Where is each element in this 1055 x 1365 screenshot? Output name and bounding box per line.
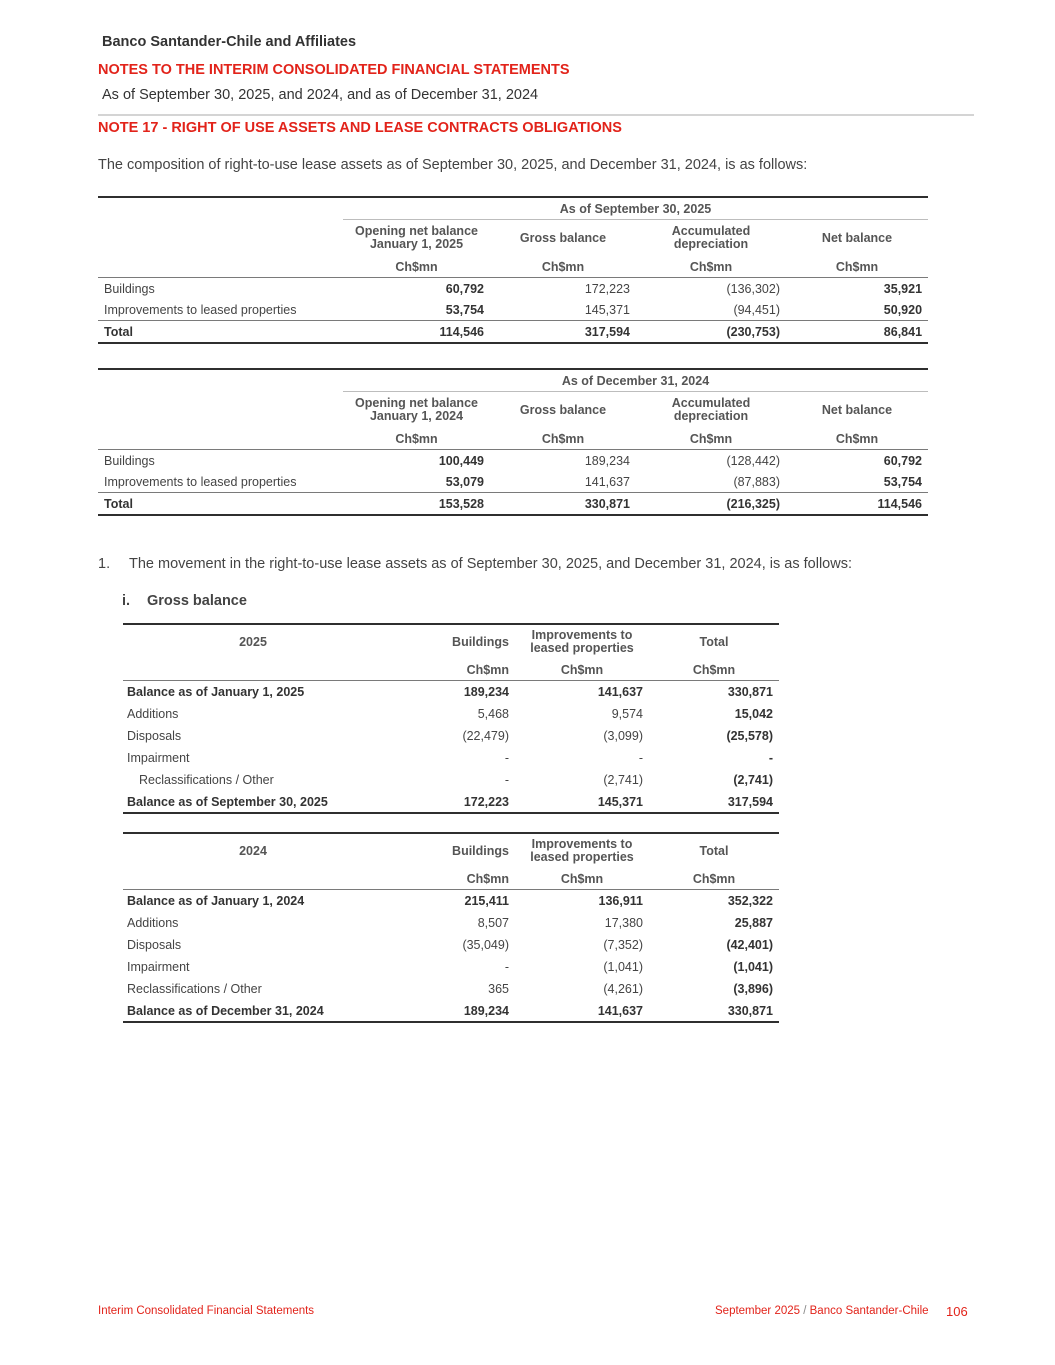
cell-gross: 330,871	[490, 493, 636, 516]
cell-total: 317,594	[649, 791, 779, 813]
blank-header	[123, 659, 383, 681]
col-accum-line2: depreciation	[673, 237, 749, 251]
cell-gross: 189,234	[584, 453, 630, 468]
cell-net: 86,841	[786, 321, 928, 344]
cell-gross: 141,637	[490, 471, 636, 493]
year-header: 2024	[123, 833, 383, 868]
as-of-date: As of September 30, 2025, and 2024, and as of December 31, 2024	[102, 87, 539, 103]
cell-opening: 60,792	[445, 281, 484, 296]
unit-label: Ch$mn	[515, 659, 649, 681]
cell-accum: (230,753)	[636, 321, 786, 344]
row-label: Improvements to leased properties	[98, 299, 343, 321]
col-accum-line2: depreciation	[673, 409, 749, 423]
row-label: Reclassifications / Other	[139, 773, 274, 787]
table-row	[123, 703, 779, 725]
col-improvements-header	[515, 624, 649, 659]
unit-label: Ch$mn	[636, 428, 786, 450]
cell-total: (25,578)	[726, 729, 773, 743]
unit-label: Ch$mn	[383, 868, 515, 890]
cell-buildings: 189,234	[463, 685, 509, 699]
blank-header	[98, 197, 343, 220]
sub-number: i.	[122, 593, 131, 609]
col-buildings-header: Buildings	[383, 624, 515, 659]
footer-org: Banco Santander-Chile	[809, 1305, 929, 1317]
year-header: 2025	[123, 624, 383, 659]
col-accum-line1: Accumulated	[671, 396, 751, 410]
row-label: Impairment	[127, 960, 190, 974]
movement-table-2024	[123, 832, 779, 1023]
cell-buildings: 189,234	[383, 1000, 515, 1022]
cell-buildings: (22,479)	[462, 729, 509, 743]
cell-improvements: 141,637	[597, 685, 643, 699]
cell-accum: (136,302)	[726, 281, 780, 296]
cell-buildings: -	[504, 773, 509, 787]
row-label: Additions	[127, 916, 179, 930]
blank-header	[98, 428, 343, 450]
cell-net: 53,754	[786, 471, 928, 493]
composition-table-dec-2024	[98, 368, 928, 516]
cell-net: 50,920	[786, 299, 928, 321]
cell-buildings: 365	[488, 982, 509, 996]
cell-improvements: (7,352)	[603, 938, 643, 952]
cell-buildings: 8,507	[477, 916, 509, 930]
col-opening-line2: January 1, 2024	[369, 409, 464, 423]
row-label: Balance as of January 1, 2024	[127, 894, 305, 908]
col-accum-header	[636, 220, 786, 257]
closing-balance-row	[123, 791, 779, 813]
list-number: 1.	[98, 556, 111, 572]
note-title: NOTE 17 - RIGHT OF USE ASSETS AND LEASE CONTRACTS OBLIGATIONS	[98, 120, 622, 136]
unit-label: Ch$mn	[786, 256, 928, 278]
cell-total: 15,042	[734, 707, 773, 721]
header-divider	[98, 114, 974, 116]
cell-total: 330,871	[727, 685, 773, 699]
cell-improvements: -	[638, 751, 643, 765]
unit-label: Ch$mn	[343, 256, 490, 278]
group-header: As of September 30, 2025	[343, 197, 928, 220]
cell-gross: 172,223	[584, 281, 630, 296]
col-improvements-line1: Improvements to	[531, 628, 633, 642]
row-label: Balance as of September 30, 2025	[123, 791, 383, 813]
table-row	[98, 450, 928, 472]
cell-total: 25,887	[734, 916, 773, 930]
table-row	[123, 978, 779, 1000]
col-opening-line1: Opening net balance	[355, 224, 478, 238]
col-improvements-header	[515, 833, 649, 868]
cell-opening: 100,449	[438, 453, 484, 468]
col-improvements-line1: Improvements to	[531, 837, 633, 851]
table-row	[123, 912, 779, 934]
unit-label: Ch$mn	[515, 868, 649, 890]
cell-buildings: 172,223	[383, 791, 515, 813]
cell-accum: (128,442)	[726, 453, 780, 468]
unit-label: Ch$mn	[649, 659, 779, 681]
cell-total: 330,871	[649, 1000, 779, 1022]
footer-document-title: Interim Consolidated Financial Statements	[98, 1305, 315, 1317]
row-label: Total	[98, 321, 343, 344]
total-row	[98, 321, 928, 344]
cell-opening: 153,528	[343, 493, 490, 516]
col-opening-header	[343, 220, 490, 257]
blank-header	[123, 868, 383, 890]
row-label: Improvements to leased properties	[98, 471, 343, 493]
unit-label: Ch$mn	[383, 659, 515, 681]
footer-date: September 2025	[715, 1305, 801, 1317]
table-row	[123, 725, 779, 747]
cell-gross: 145,371	[490, 299, 636, 321]
unit-label: Ch$mn	[649, 868, 779, 890]
table-row	[123, 956, 779, 978]
blank-header	[98, 392, 343, 429]
footer-source	[715, 1305, 929, 1317]
intro-paragraph: The composition of right-to-use lease assets as of September 30, 2025, and December 31, 2024, is as follows:	[98, 157, 808, 173]
row-label: Reclassifications / Other	[127, 982, 262, 996]
table-row	[123, 769, 779, 791]
table-row	[123, 890, 779, 913]
cell-improvements: 145,371	[515, 791, 649, 813]
cell-opening: 53,079	[343, 471, 490, 493]
row-label: Total	[98, 493, 343, 516]
col-buildings-header: Buildings	[383, 833, 515, 868]
table-row	[98, 471, 928, 493]
cell-total: (1,041)	[733, 960, 773, 974]
composition-table-sep-2025	[98, 196, 928, 344]
company-name: Banco Santander-Chile and Affiliates	[102, 34, 357, 50]
cell-improvements: 9,574	[611, 707, 643, 721]
cell-total: -	[768, 751, 773, 765]
col-total-header: Total	[649, 833, 779, 868]
col-opening-line1: Opening net balance	[355, 396, 478, 410]
footer-separator: /	[800, 1305, 810, 1317]
cell-opening: 114,546	[343, 321, 490, 344]
total-row	[98, 493, 928, 516]
sub-title: Gross balance	[147, 593, 247, 609]
cell-buildings: (35,049)	[462, 938, 509, 952]
movement-table-2025	[123, 623, 779, 814]
blank-header	[98, 256, 343, 278]
table-row	[98, 278, 928, 300]
blank-header	[98, 220, 343, 257]
cell-accum: (94,451)	[636, 299, 786, 321]
table-row	[123, 934, 779, 956]
cell-improvements: 136,911	[598, 894, 643, 908]
row-label: Disposals	[127, 729, 182, 743]
movement-paragraph	[98, 556, 852, 572]
cell-buildings: -	[504, 751, 509, 765]
cell-net: 60,792	[883, 453, 922, 468]
cell-improvements: (2,741)	[603, 773, 643, 787]
cell-opening: 53,754	[343, 299, 490, 321]
subsection-title	[122, 593, 247, 609]
col-improvements-line2: leased properties	[530, 850, 634, 864]
col-gross-header: Gross balance	[519, 230, 607, 245]
cell-improvements: (3,099)	[603, 729, 643, 743]
table-row	[98, 299, 928, 321]
unit-label: Ch$mn	[490, 428, 636, 450]
col-accum-line1: Accumulated	[671, 224, 751, 238]
row-label: Buildings	[104, 453, 155, 468]
cell-improvements: 141,637	[515, 1000, 649, 1022]
col-net-header: Net balance	[821, 402, 893, 417]
col-improvements-line2: leased properties	[530, 641, 634, 655]
unit-label: Ch$mn	[343, 428, 490, 450]
row-label: Balance as of January 1, 2025	[127, 685, 305, 699]
cell-gross: 317,594	[490, 321, 636, 344]
closing-balance-row	[123, 1000, 779, 1022]
cell-total: (42,401)	[726, 938, 773, 952]
col-accum-header	[636, 392, 786, 429]
cell-improvements: (1,041)	[603, 960, 643, 974]
notes-title: NOTES TO THE INTERIM CONSOLIDATED FINANCIAL STATEMENTS	[98, 62, 570, 78]
row-label: Impairment	[127, 751, 190, 765]
cell-accum: (216,325)	[636, 493, 786, 516]
unit-label: Ch$mn	[490, 256, 636, 278]
col-gross-header: Gross balance	[519, 402, 607, 417]
row-label: Disposals	[127, 938, 182, 952]
col-total-header: Total	[649, 624, 779, 659]
cell-total: (3,896)	[733, 982, 773, 996]
cell-improvements: (4,261)	[603, 982, 643, 996]
cell-buildings: 5,468	[477, 707, 509, 721]
col-opening-header	[343, 392, 490, 429]
row-label: Buildings	[104, 281, 155, 296]
cell-total: 352,322	[727, 894, 773, 908]
cell-improvements: 17,380	[604, 916, 643, 930]
cell-net: 114,546	[786, 493, 928, 516]
page-number: 106	[946, 1304, 968, 1319]
cell-accum: (87,883)	[636, 471, 786, 493]
cell-total: (2,741)	[733, 773, 773, 787]
group-header: As of December 31, 2024	[343, 369, 928, 392]
col-net-header: Net balance	[821, 230, 893, 245]
table-row	[123, 681, 779, 704]
unit-label: Ch$mn	[636, 256, 786, 278]
blank-header	[98, 369, 343, 392]
cell-buildings: -	[504, 960, 509, 974]
movement-text: The movement in the right-to-use lease assets as of September 30, 2025, and December 31, 2024, is as follows:	[129, 556, 852, 572]
col-opening-line2: January 1, 2025	[369, 237, 464, 251]
unit-label: Ch$mn	[786, 428, 928, 450]
row-label: Balance as of December 31, 2024	[123, 1000, 383, 1022]
cell-net: 35,921	[883, 281, 923, 296]
row-label: Additions	[127, 707, 179, 721]
table-row	[123, 747, 779, 769]
cell-buildings: 215,411	[464, 894, 509, 908]
